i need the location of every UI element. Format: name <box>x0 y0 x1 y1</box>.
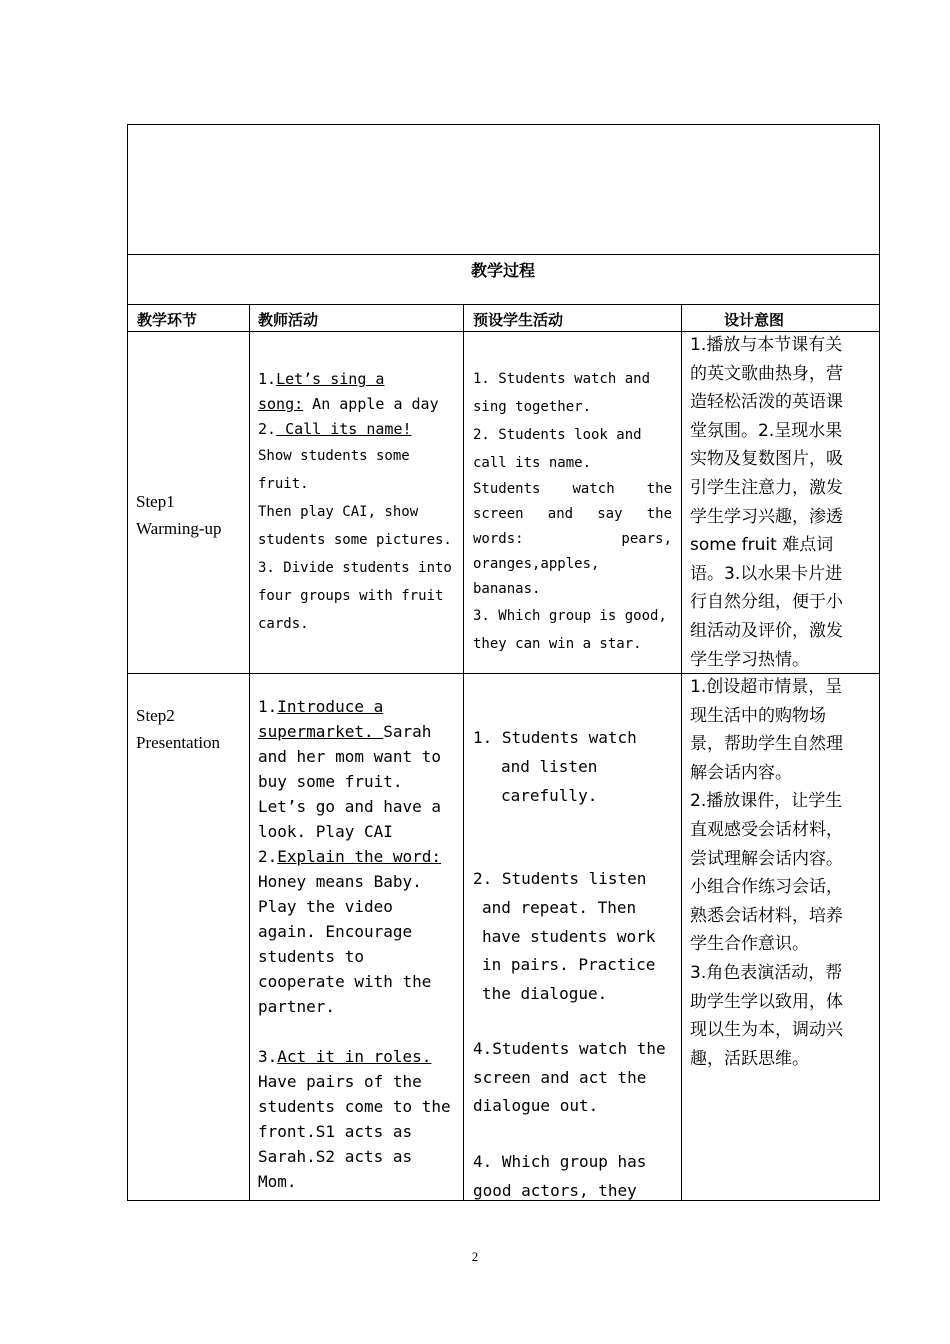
intent-line: 助学生学以致用，体 <box>690 991 843 1012</box>
teacher-blank-line <box>258 1019 458 1044</box>
teacher-line: cards. <box>258 616 309 632</box>
student-line: and repeat. Then <box>482 898 637 917</box>
intent-line: 直观感受会话材料， <box>690 819 843 840</box>
table-border-top <box>127 124 880 125</box>
teacher-line: students come to the <box>258 1097 451 1116</box>
intent-line: 趣，活跃思维。 <box>690 1048 809 1069</box>
teacher-line: supermarket. Sarah <box>258 722 432 741</box>
student-line: words: pears, <box>473 531 672 547</box>
teacher-line: look. Play CAI <box>258 822 393 841</box>
row-divider <box>127 304 880 305</box>
teacher-line: four groups with fruit <box>258 588 444 604</box>
student-line: 2. Students listen <box>473 869 647 888</box>
intent-line: 语。3.以水果卡片进 <box>690 563 843 584</box>
intent-line: 小组合作练习会话， <box>690 877 843 898</box>
student-line: have students work <box>482 927 656 946</box>
teacher-line: Honey means Baby. <box>258 872 422 891</box>
teacher-line: Mom. <box>258 1172 297 1191</box>
section-title: 教学过程 <box>470 261 535 280</box>
step2-teacher-activity <box>258 694 458 1194</box>
teacher-line: Play the video <box>258 897 393 916</box>
student-line: screen and act the <box>473 1068 647 1087</box>
teacher-line: Sarah.S2 acts as <box>258 1147 413 1166</box>
step1-design-intent <box>690 331 873 674</box>
teacher-line: 2. Call its name! <box>258 420 412 438</box>
student-line: 3. Which group is good, <box>473 608 667 624</box>
teacher-line: 1.Introduce a <box>258 697 384 716</box>
student-line: oranges,apples, <box>473 556 600 572</box>
step2-label-line2: Presentation <box>136 733 221 752</box>
step1-student-activity <box>473 365 672 658</box>
teacher-line: 3.Act it in roles. <box>258 1047 432 1066</box>
intent-line: 实物及复数图片，吸 <box>690 449 843 470</box>
teacher-line: 3. Divide students into <box>258 560 452 576</box>
teacher-line: students some pictures. <box>258 532 452 548</box>
intent-line: some fruit 难点词 <box>690 535 834 556</box>
header-student: 预设学生活动 <box>473 311 564 329</box>
intent-line: 组活动及评价，激发 <box>690 620 843 641</box>
student-line: in pairs. Practice <box>482 955 656 974</box>
intent-line: 学生合作意识。 <box>690 934 809 955</box>
teacher-line: Let’s go and have a <box>258 797 442 816</box>
teacher-line: Then play CAI, show <box>258 504 419 520</box>
student-line: call its name. <box>473 455 592 471</box>
table-border-left <box>127 124 128 1201</box>
intent-line: 现以生为本，调动兴 <box>690 1020 843 1041</box>
step1-label-line1: Step1 <box>136 492 175 511</box>
intent-line: 2.播放课件，让学生 <box>690 791 843 812</box>
teacher-line: song: An apple a day <box>258 395 439 413</box>
step2-label <box>136 702 220 756</box>
step1-label <box>136 488 222 542</box>
intent-line: 3.角色表演活动，帮 <box>690 962 843 983</box>
intent-line: 1.创设超市情景，呈 <box>690 677 843 697</box>
student-line: 4. Which group has <box>473 1152 647 1171</box>
teacher-line: Show students some <box>258 448 410 464</box>
student-line: carefully. <box>501 786 598 805</box>
step2-label-line1: Step2 <box>136 706 175 725</box>
teacher-line: again. Encourage <box>258 922 413 941</box>
intent-line: 熟悉会话材料，培养 <box>690 905 843 926</box>
student-line: sing together. <box>473 399 592 415</box>
intent-line: 的英文歌曲热身，营 <box>690 363 843 384</box>
teacher-line: students to <box>258 947 364 966</box>
header-stage: 教学环节 <box>137 311 198 329</box>
step2-design-intent <box>690 673 873 1073</box>
student-line: 1. Students watch <box>473 728 637 747</box>
student-line: dialogue out. <box>473 1096 599 1115</box>
student-line: they can win a star. <box>473 636 642 652</box>
student-line: good actors, they <box>473 1181 637 1200</box>
intent-line: 学生学习热情。 <box>690 649 809 670</box>
intent-line: 景，帮助学生自然理 <box>690 734 843 755</box>
row-divider <box>127 254 880 255</box>
column-divider <box>681 304 682 1201</box>
column-divider <box>463 304 464 1201</box>
intent-line: 造轻松活泼的英语课 <box>690 392 843 413</box>
student-line: and listen <box>501 757 598 776</box>
intent-line: 行自然分组，便于小 <box>690 592 843 613</box>
step1-teacher-activity <box>258 367 458 638</box>
intent-line: 1.播放与本节课有关 <box>690 335 843 355</box>
student-line: the dialogue. <box>482 984 608 1003</box>
student-line: screen and say the <box>473 506 672 522</box>
teacher-line: 2.Explain the word: <box>258 847 442 866</box>
student-line: 2. Students look and <box>473 427 642 443</box>
column-divider <box>249 304 250 1201</box>
page-number: 2 <box>471 1249 479 1264</box>
student-line: 4.Students watch the <box>473 1039 666 1058</box>
teacher-line: front.S1 acts as <box>258 1122 413 1141</box>
intent-line: 堂氛围。2.呈现水果 <box>690 420 843 441</box>
teacher-line: cooperate with the <box>258 972 432 991</box>
teacher-line: partner. <box>258 997 336 1016</box>
student-line: Students watch the <box>473 481 672 497</box>
teacher-line: 1.Let’s sing a <box>258 370 385 388</box>
intent-line: 解会话内容。 <box>690 762 792 783</box>
header-intent: 设计意图 <box>724 311 785 329</box>
student-line: 1. Students watch and <box>473 371 651 387</box>
intent-line: 引学生注意力，激发 <box>690 477 843 498</box>
teacher-line: fruit. <box>258 476 309 492</box>
teacher-line: and her mom want to <box>258 747 442 766</box>
table-border-right <box>879 124 880 1201</box>
intent-line: 现生活中的购物场 <box>690 705 826 726</box>
header-teacher: 教师活动 <box>258 311 319 329</box>
step1-label-line2: Warming-up <box>136 519 222 538</box>
teacher-line: buy some fruit. <box>258 772 403 791</box>
teacher-line: Have pairs of the <box>258 1072 422 1091</box>
intent-line: 尝试理解会话内容。 <box>690 848 843 869</box>
student-line: bananas. <box>473 581 541 597</box>
intent-line: 学生学习兴趣，渗透 <box>690 506 843 527</box>
